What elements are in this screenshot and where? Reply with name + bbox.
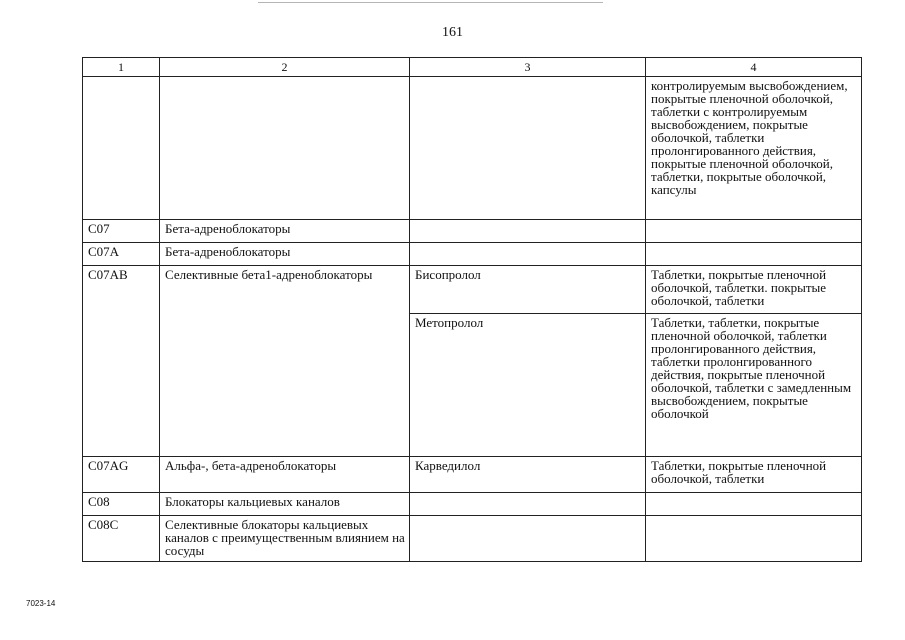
- code-cell: C07A: [83, 243, 160, 266]
- dosage-forms-cell: Таблетки, покрытые пленочной оболочкой, таблетки: [646, 457, 862, 493]
- group-cell: [160, 77, 410, 220]
- dosage-forms-cell: Таблетки, таблетки, покрытые пленочной оболочкой, таблетки пролонгированного действия, таблетки пролонгированного действия, покрытые пленочной оболочкой, таблетки с замедленным высвобождением, покрытые оболочкой: [646, 314, 862, 457]
- drug-cell: [410, 77, 646, 220]
- column-header-4: 4: [646, 58, 862, 77]
- column-header-3: 3: [410, 58, 646, 77]
- drug-cell: [410, 220, 646, 243]
- dosage-forms-cell: [646, 516, 862, 562]
- drug-cell: Метопролол: [410, 314, 646, 457]
- column-header-2: 2: [160, 58, 410, 77]
- table-row: [83, 220, 862, 243]
- code-cell: C07AG: [83, 457, 160, 493]
- dosage-forms-cell: [646, 493, 862, 516]
- group-cell: Селективные блокаторы кальциевых каналов с преимущественным влиянием на сосуды: [160, 516, 410, 562]
- group-cell: Бета-адреноблокаторы: [160, 220, 410, 243]
- table-row: [83, 493, 862, 516]
- table-row: [83, 266, 862, 314]
- group-cell: Селективные бета1-адреноблокаторы: [160, 266, 410, 457]
- drug-cell: Карведилол: [410, 457, 646, 493]
- document-code: 7023-14: [26, 599, 56, 608]
- drug-cell: [410, 243, 646, 266]
- group-cell: Блокаторы кальциевых каналов: [160, 493, 410, 516]
- table-row: [83, 77, 862, 220]
- dosage-forms-cell: [646, 243, 862, 266]
- code-cell: C08C: [83, 516, 160, 562]
- page-number: 161: [442, 25, 463, 40]
- group-cell: Бета-адреноблокаторы: [160, 243, 410, 266]
- code-cell: C07AB: [83, 266, 160, 457]
- dosage-forms-cell: [646, 220, 862, 243]
- code-cell: C07: [83, 220, 160, 243]
- column-header-1: 1: [83, 58, 160, 77]
- table-row: [83, 516, 862, 562]
- code-cell: C08: [83, 493, 160, 516]
- table-row: [83, 457, 862, 493]
- group-cell: Альфа-, бета-адреноблокаторы: [160, 457, 410, 493]
- table-header-row: [83, 58, 862, 77]
- dosage-forms-cell: контролируемым высвобождением, покрытые пленочной оболочкой, таблетки с контролируемым высвобождением, покрытые оболочкой, таблетки пролонгированного действия, покрытые пленочной оболочкой, таблетки, покрытые оболочкой, капсулы: [646, 77, 862, 220]
- drug-cell: Бисопролол: [410, 266, 646, 314]
- dosage-forms-cell: Таблетки, покрытые пленочной оболочкой, таблетки. покрытые оболочкой, таблетки: [646, 266, 862, 314]
- drug-cell: [410, 516, 646, 562]
- drug-table: [82, 57, 862, 562]
- table-row: [83, 243, 862, 266]
- code-cell: [83, 77, 160, 220]
- top-rule: [258, 2, 603, 3]
- drug-cell: [410, 493, 646, 516]
